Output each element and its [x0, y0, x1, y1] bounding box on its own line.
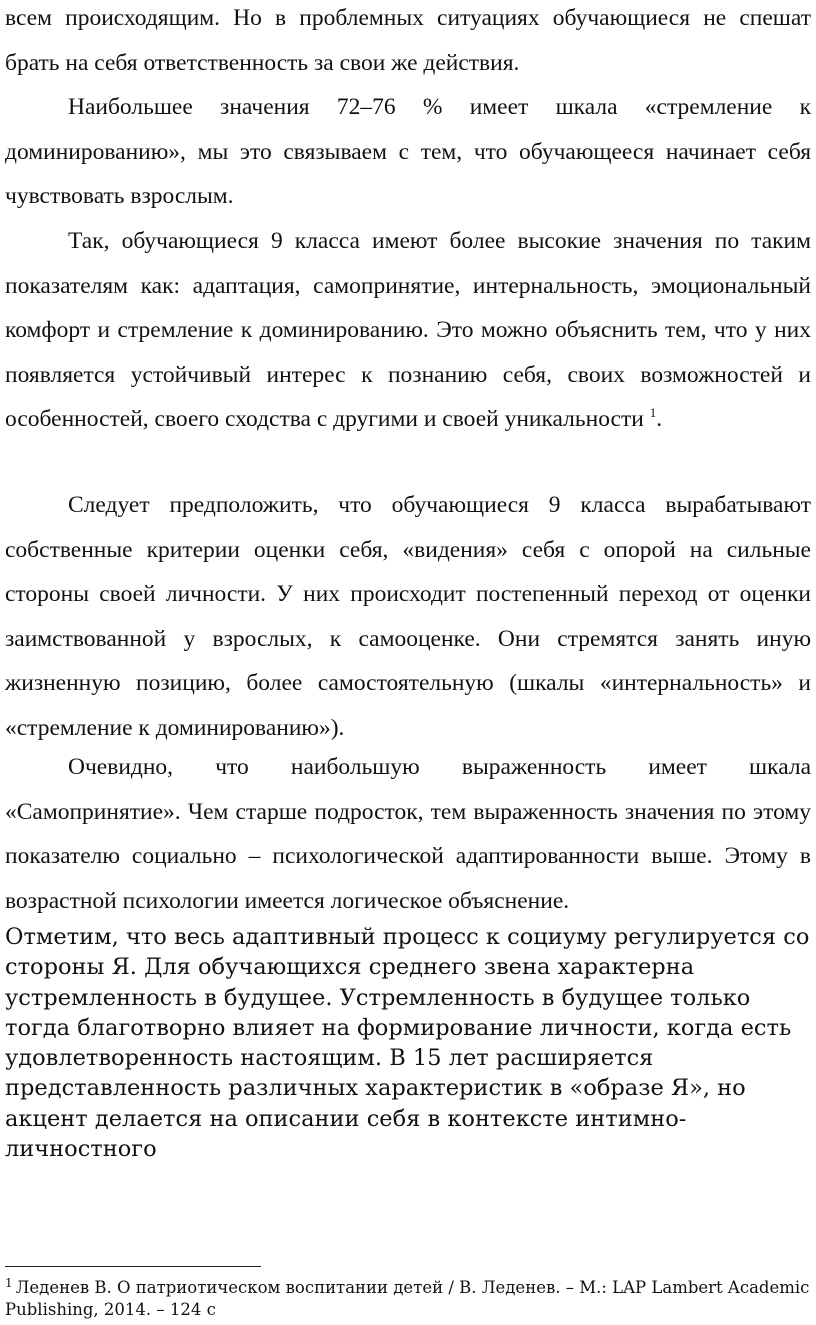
footnote-text: Леденев В. О патриотическом воспитании детей / В. Леденев. – М.: LAP Lambert Academic Publishing, 2014. – 124 с	[5, 1278, 810, 1319]
paragraph-6-text: Отметим, что весь адаптивный процесс к социуму регулируется со стороны Я. Для обучающихся среднего звена характерна устремленность в будущее. Устремленность в будущее только тогда благотворно влияет на формирование личности, когда есть удовлетворенность настоящим. В 15 лет расширяется представленность различных характеристик в «образе Я», но акцент делается на описании себя в контексте интимно-личностного	[5, 924, 810, 1163]
paragraph-1-text: всем происходящим. Но в проблемных ситуациях обучающиеся не спешат брать на себя ответственность за свои же действия.	[5, 5, 811, 76]
paragraph-3-end: .	[656, 406, 663, 432]
paragraph-4	[5, 483, 811, 750]
footnote-reference[interactable]: 1	[649, 405, 657, 421]
paragraph-6	[5, 922, 811, 1164]
paragraph-2	[5, 85, 811, 219]
footnote-number: 1	[5, 1275, 13, 1290]
footnote-separator	[5, 1266, 261, 1267]
paragraph-1	[5, 0, 811, 85]
paragraph-2-text: Наибольшее значения 72–76 % имеет шкала «стремление к доминированию», мы это связываем с тем, что обучающееся начинает себя чувствовать взрослым.	[5, 94, 811, 209]
paragraph-4-text: Следует предположить, что обучающиеся 9 класса вырабатывают собственные критерии оценки себя, «видения» себя с опорой на сильные стороны своей личности. У них происходит постепенный переход от оценки заимствованной у взрослых, к самооценке. Они стремятся занять иную жизненную позицию, более самостоятельную (шкалы «интернальность» и «стремление к доминированию»).	[5, 492, 811, 741]
paragraph-5	[5, 745, 811, 923]
paragraph-5-text: Очевидно, что наибольшую выраженность имеет шкала «Самопринятие». Чем старше подросток, тем выраженность значения по этому показателю социально – психологической адаптированности выше. Этому в возрастной психологии имеется логическое объяснение.	[5, 754, 811, 914]
footnote	[5, 1277, 811, 1321]
paragraph-3-text: Так, обучающиеся 9 класса имеют более высокие значения по таким показателям как: адаптация, самопринятие, интернальность, эмоциональный комфорт и стремление к доминированию. Это можно объяснить тем, что у них появляется устойчивый интерес к познанию себя, своих возможностей и особенностей, своего сходства с другими и своей уникальности	[5, 228, 811, 432]
paragraph-3	[5, 219, 811, 442]
